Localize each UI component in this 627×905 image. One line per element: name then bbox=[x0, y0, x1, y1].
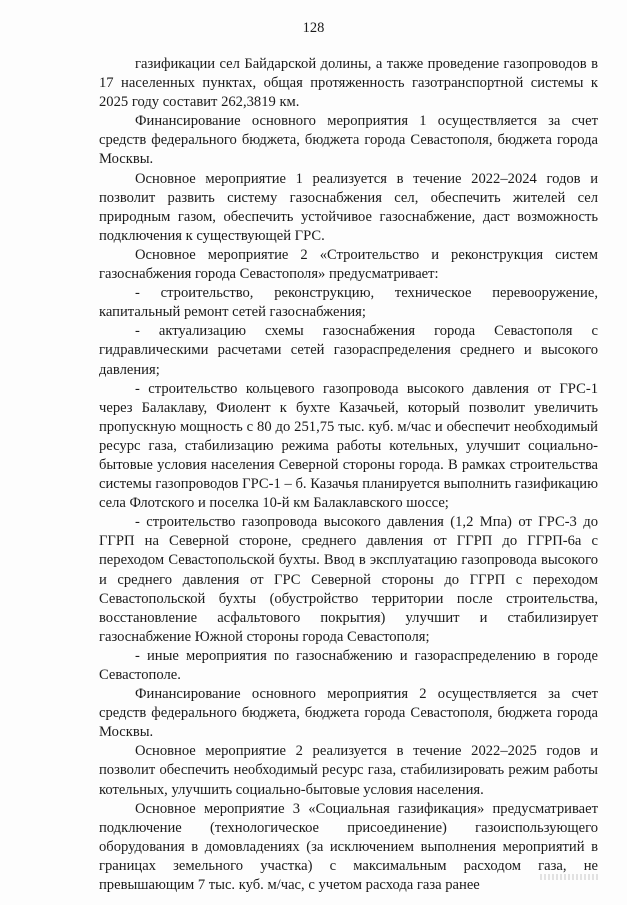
paragraph: Основное мероприятие 2 реализуется в течение 2022–2025 годов и позволит обеспечить необходимый ресурс газа, стабилизировать режим работы котельных, улучшить социально-бытовые условия населения. bbox=[99, 743, 598, 798]
paragraph: Финансирование основного мероприятия 1 осуществляется за счет средств федерального бюджета, бюджета города Севастополя, бюджета города Москвы. bbox=[99, 113, 598, 168]
list-item: - иные мероприятия по газоснабжению и газораспределению в городе Севастополе. bbox=[99, 647, 598, 683]
paragraph: Основное мероприятие 1 реализуется в течение 2022–2024 годов и позволит развить систему газоснабжения сел, обеспечить жителей сел природным газом, обеспечить устойчивое газоснабжение, даст возможность подключения к существующей ГРС. bbox=[99, 170, 598, 244]
scan-artifact bbox=[540, 874, 600, 880]
document-body bbox=[99, 55, 598, 895]
page-number: 128 bbox=[302, 20, 325, 36]
paragraph: Основное мероприятие 3 «Социальная газификация» предусматривает подключение (технологическое присоединение) газоиспользующего оборудования в домовладениях (за исключением выполнения мероприятий в границах земельного участка) с максимальным расходом газа, не превышающим 7 тыс. куб. м/час, с учетом расхода газа ранее bbox=[99, 800, 598, 894]
list-item: - строительство газопровода высокого давления (1,2 Мпа) от ГРС-3 до ГГРП на Северной стороне, среднего давления от ГГРП до ГГРП-6а с переходом Севастопольской бухты. Ввод в эксплуатацию газопровода высокого и среднего давления от ГРС Северной стороны до ГГРП с переходом Севастопольской бухты (обустройство территории после строительства, восстановление асфальтового покрытия) улучшит и стабилизирует газоснабжение Южной стороны города Севастополя; bbox=[99, 514, 598, 645]
list-item: - строительство, реконструкцию, техническое перевооружение, капитальный ремонт сетей газоснабжения; bbox=[99, 285, 598, 321]
list-item: - актуализацию схемы газоснабжения города Севастополя с гидравлическими расчетами сетей газораспределения среднего и высокого давления; bbox=[99, 323, 598, 378]
paragraph: Финансирование основного мероприятия 2 осуществляется за счет средств федерального бюджета, бюджета города Севастополя, бюджета города Москвы. bbox=[99, 686, 598, 741]
paragraph: газификации сел Байдарской долины, а также проведение газопроводов в 17 населенных пунктах, общая протяженность газотранспортной системы к 2025 году составит 262,3819 км. bbox=[99, 56, 598, 111]
paragraph: Основное мероприятие 2 «Строительство и реконструкция систем газоснабжения города Севастополя» предусматривает: bbox=[99, 246, 598, 283]
list-item: - строительство кольцевого газопровода высокого давления от ГРС-1 через Балаклаву, Фиолент к бухте Казачьей, который позволит увеличить пропускную мощность с 80 до 251,75 тыс. куб. м/час и обеспечит необходимый ресурс газа, стабилизацию режима работы котельных, улучшит социально-бытовые условия населения Северной стороны города. В рамках строительства системы газопроводов ГРС-1 – б. Казачья планируется выполнить газификацию села Флотского и поселка 10-й км Балаклавского шоссе; bbox=[99, 380, 598, 512]
